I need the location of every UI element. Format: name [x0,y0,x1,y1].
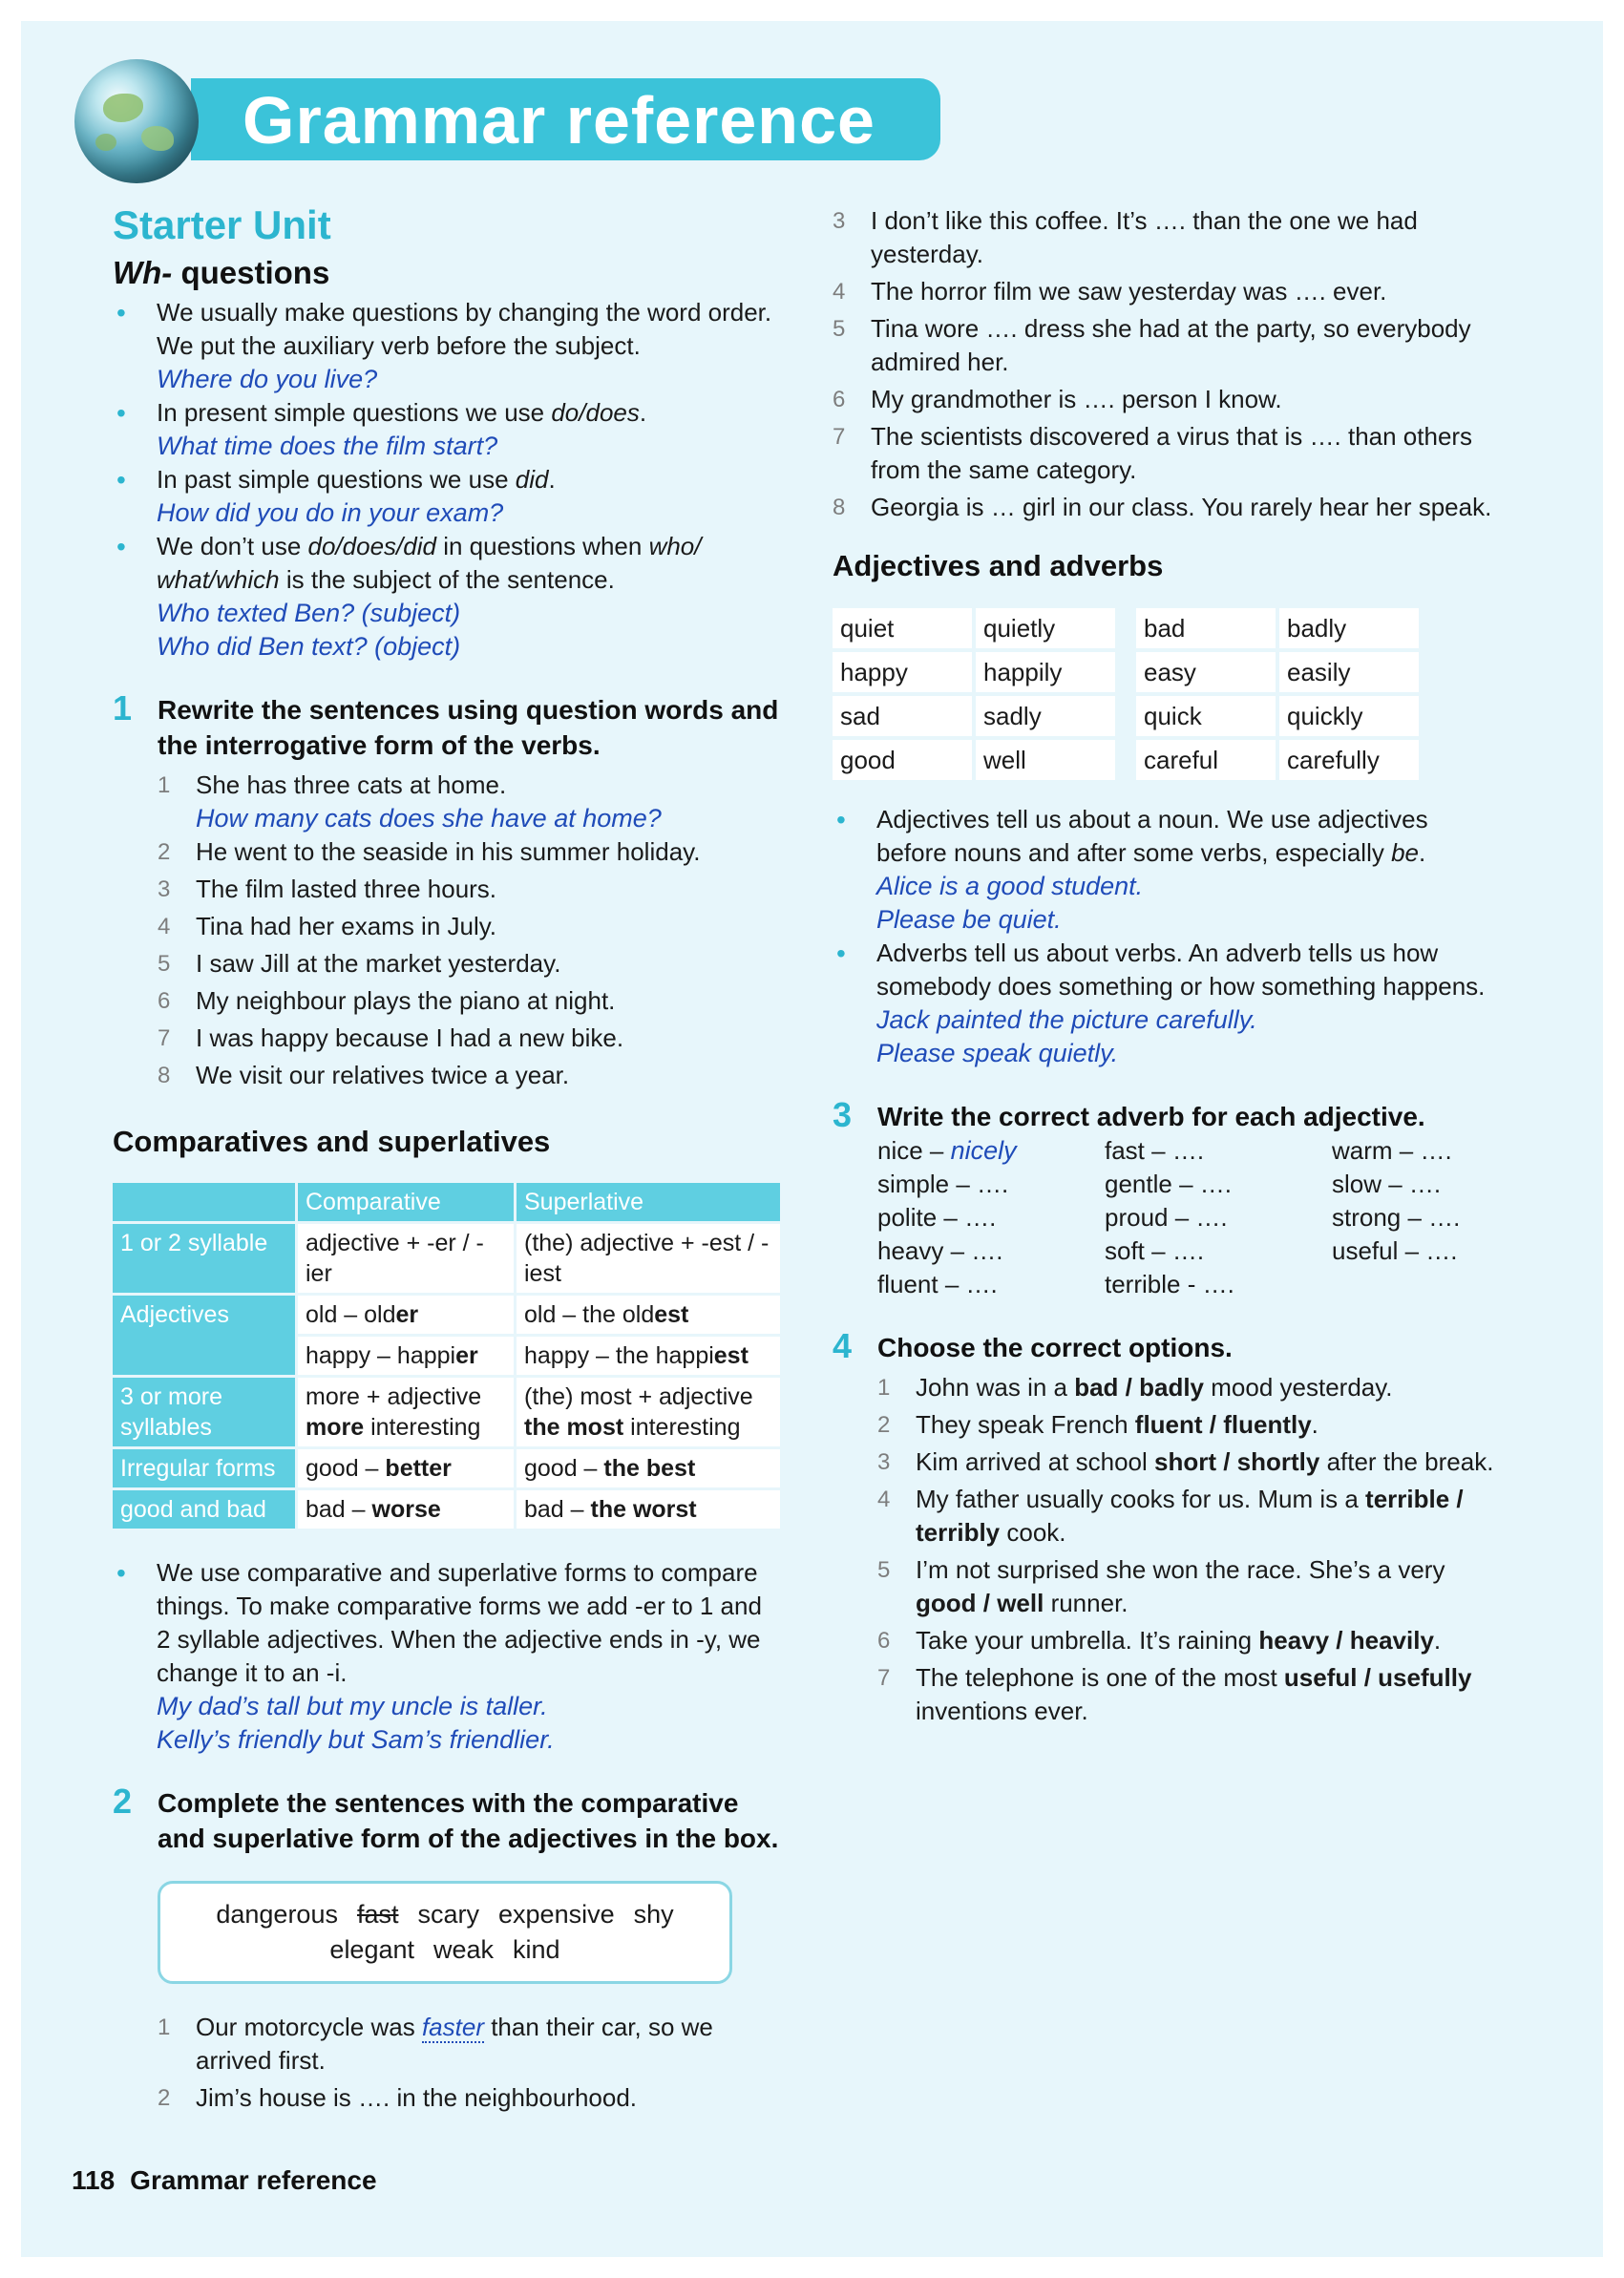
header-banner [191,78,940,160]
list-item: 3 The film lasted three hours. [158,875,497,903]
list-item: 3 I don’t like this coffee. It’s …. than the one we had yesterday. [833,206,1418,268]
struck-word: fast [356,1900,399,1929]
table-row: sad sadly quick quickly [833,696,1419,736]
comparatives-title: Comparatives and superlatives [113,1125,551,1158]
list-item: • We use comparative and superlative forms to compare things. To make comparative forms we add -er to 1 and 2 syllable adjectives. When the adjective ends in -y, we change it to an -i. My dad’s tall but my uncle is taller. Kelly’s friendly but Sam’s friendlier. [113,1556,781,1757]
table-header: Superlative [517,1183,780,1221]
list-item: 4 My father usually cooks for us. Mum is a terrible / terribly cook. [877,1485,1464,1547]
footer-label: Grammar reference [130,2165,377,2195]
list-item: 6 Take your umbrella. It’s raining heavy / heavily. [877,1626,1442,1655]
list-item: 2 He went to the seaside in his summer holiday. [158,837,701,866]
list-item: 1 John was in a bad / badly mood yesterday. [877,1373,1393,1402]
exercise-2-continued [833,204,1501,524]
list-item: 3 Kim arrived at school short / shortly after the break. [877,1447,1494,1476]
right-column [833,204,1501,1728]
grid-cell: strong – …. [1332,1203,1461,1232]
table-cell: old – older [298,1296,514,1334]
list-item: • In present simple questions we use do/does. What time does the film start? [113,396,781,463]
list-item: • We don’t use do/does/did in questions when who/ what/which is the subject of the sentence. Who texted Ben? (subject) Who did Ben text? (object) [113,530,781,664]
list-item: 5 I saw Jill at the market yesterday. [158,949,561,978]
table-row: quiet quietly bad badly [833,608,1419,648]
table-cell: (the) adjective + -est / -iest [517,1224,780,1293]
list-item: 1 Our motorcycle was faster than their car, so we arrived first. [158,2013,713,2075]
list-item: 8 Georgia is … girl in our class. You rarely hear her speak. [833,493,1492,521]
globe-icon [74,59,199,183]
grid-cell: soft – …. [1105,1236,1205,1265]
page-footer [72,2165,377,2196]
grid-cell: slow – …. [1332,1170,1442,1198]
list-item: • Adjectives tell us about a noun. We use adjectives before nouns and after some verbs, especially be. Alice is a good student. Please be quiet. [833,803,1501,937]
list-item: 6 My grandmother is …. person I know. [833,385,1282,413]
table-row-label: good and bad [113,1490,295,1529]
table-cell: happy – happier [298,1337,514,1375]
grid-cell: terrible - …. [1105,1270,1234,1298]
list-item: 7 The scientists discovered a virus that is …. than others from the same category. [833,422,1473,484]
exercise-number: 2 [113,1782,133,1821]
grid-cell: useful – …. [1332,1236,1458,1265]
list-item: 7 The telephone is one of the most useful / usefully inventions ever. [877,1663,1472,1725]
grid-cell: heavy – …. [877,1236,1003,1265]
exercise-4 [833,1326,1501,1728]
grid-cell: nice – nicely [877,1136,1017,1165]
exercise-instruction: Choose the correct options. [877,1333,1233,1362]
table-row-label: Adjectives [113,1296,295,1375]
exercise-instruction: Complete the sentences with the comparative and superlative form of the adjectives in the box. [158,1788,779,1853]
table-row-label: 1 or 2 syllable [113,1224,295,1293]
grid-cell: fast – …. [1105,1136,1205,1165]
table-cell: more + adjective more interesting [298,1378,514,1446]
table-row-label: Irregular forms [113,1449,295,1487]
unit-title: Starter Unit [113,202,331,247]
table-cell: good – the best [517,1449,780,1487]
grid-cell: simple – …. [877,1170,1009,1198]
exercise-instruction: Rewrite the sentences using question words and the interrogative form of the verbs. [158,695,779,760]
grid-cell: proud – …. [1105,1203,1228,1232]
list-item: 7 I was happy because I had a new bike. [158,1023,624,1052]
grid-cell: polite – …. [877,1203,997,1232]
exercise-number: 4 [833,1326,853,1365]
table-cell: old – the oldest [517,1296,780,1334]
table-cell: bad – worse [298,1490,514,1529]
table-cell: bad – the worst [517,1490,780,1529]
list-item: 4 The horror film we saw yesterday was …. ever. [833,277,1387,306]
list-item: 8 We visit our relatives twice a year. [158,1061,570,1089]
list-item: 5 I’m not surprised she won the race. She’s a very good / well runner. [877,1555,1445,1617]
exercise-number: 1 [113,688,133,728]
table-row-label: 3 or more syllables [113,1378,295,1446]
adjectives-table [829,604,1423,784]
table-cell: adjective + -er / -ier [298,1224,514,1293]
adjectives-adverbs-title: Adjectives and adverbs [833,549,1164,582]
list-item: 1 She has three cats at home. How many cats does she have at home? [158,770,662,833]
adjectives-bullets [833,803,1501,1070]
exercise-instruction: Write the correct adverb for each adjective. [877,1102,1425,1131]
list-item: 5 Tina wore …. dress she had at the party, so everybody admired her. [833,314,1471,376]
grid-cell: fluent – …. [877,1270,998,1298]
list-item: 6 My neighbour plays the piano at night. [158,986,616,1015]
wh-bullets [113,296,781,664]
list-item: • In past simple questions we use did. How did you do in your exam? [113,463,781,530]
list-item: • We usually make questions by changing the word order. We put the auxiliary verb before the subject. Where do you live? [113,296,781,396]
table-cell: good – better [298,1449,514,1487]
list-item: 4 Tina had her exams in July. [158,912,497,940]
exercise-number: 3 [833,1095,853,1134]
list-item: 2 Jim’s house is …. in the neighbourhood. [158,2083,638,2112]
table-cell: (the) most + adjective the most interesting [517,1378,780,1446]
table-header: Comparative [298,1183,514,1221]
word-box: dangerous fast scary expensive shy elegant weak kind [158,1881,732,1984]
table-cell: happy – the happiest [517,1337,780,1375]
adverb-grid [877,1134,1501,1301]
comparatives-bullets [113,1556,781,1757]
grid-cell: gentle – …. [1105,1170,1232,1198]
answer-gap: faster [421,2013,484,2041]
page-number: 118 [72,2165,116,2195]
exercise-1 [113,688,781,1092]
table-row: happy happily easy easily [833,652,1419,692]
page-title: Grammar reference [243,83,875,158]
table-row: good well careful carefully [833,740,1419,780]
list-item: 2 They speak French fluent / fluently. [877,1410,1318,1439]
left-column [113,199,781,2115]
wh-questions-title: Wh- questions [113,255,330,290]
grid-cell: warm – …. [1332,1136,1452,1165]
list-item: • Adverbs tell us about verbs. An adverb tells us how somebody does something or how something happens. Jack painted the picture carefully. Please speak quietly. [833,937,1501,1070]
exercise-3 [833,1095,1501,1301]
comparatives-table [110,1180,783,1531]
exercise-2 [113,1782,781,2115]
